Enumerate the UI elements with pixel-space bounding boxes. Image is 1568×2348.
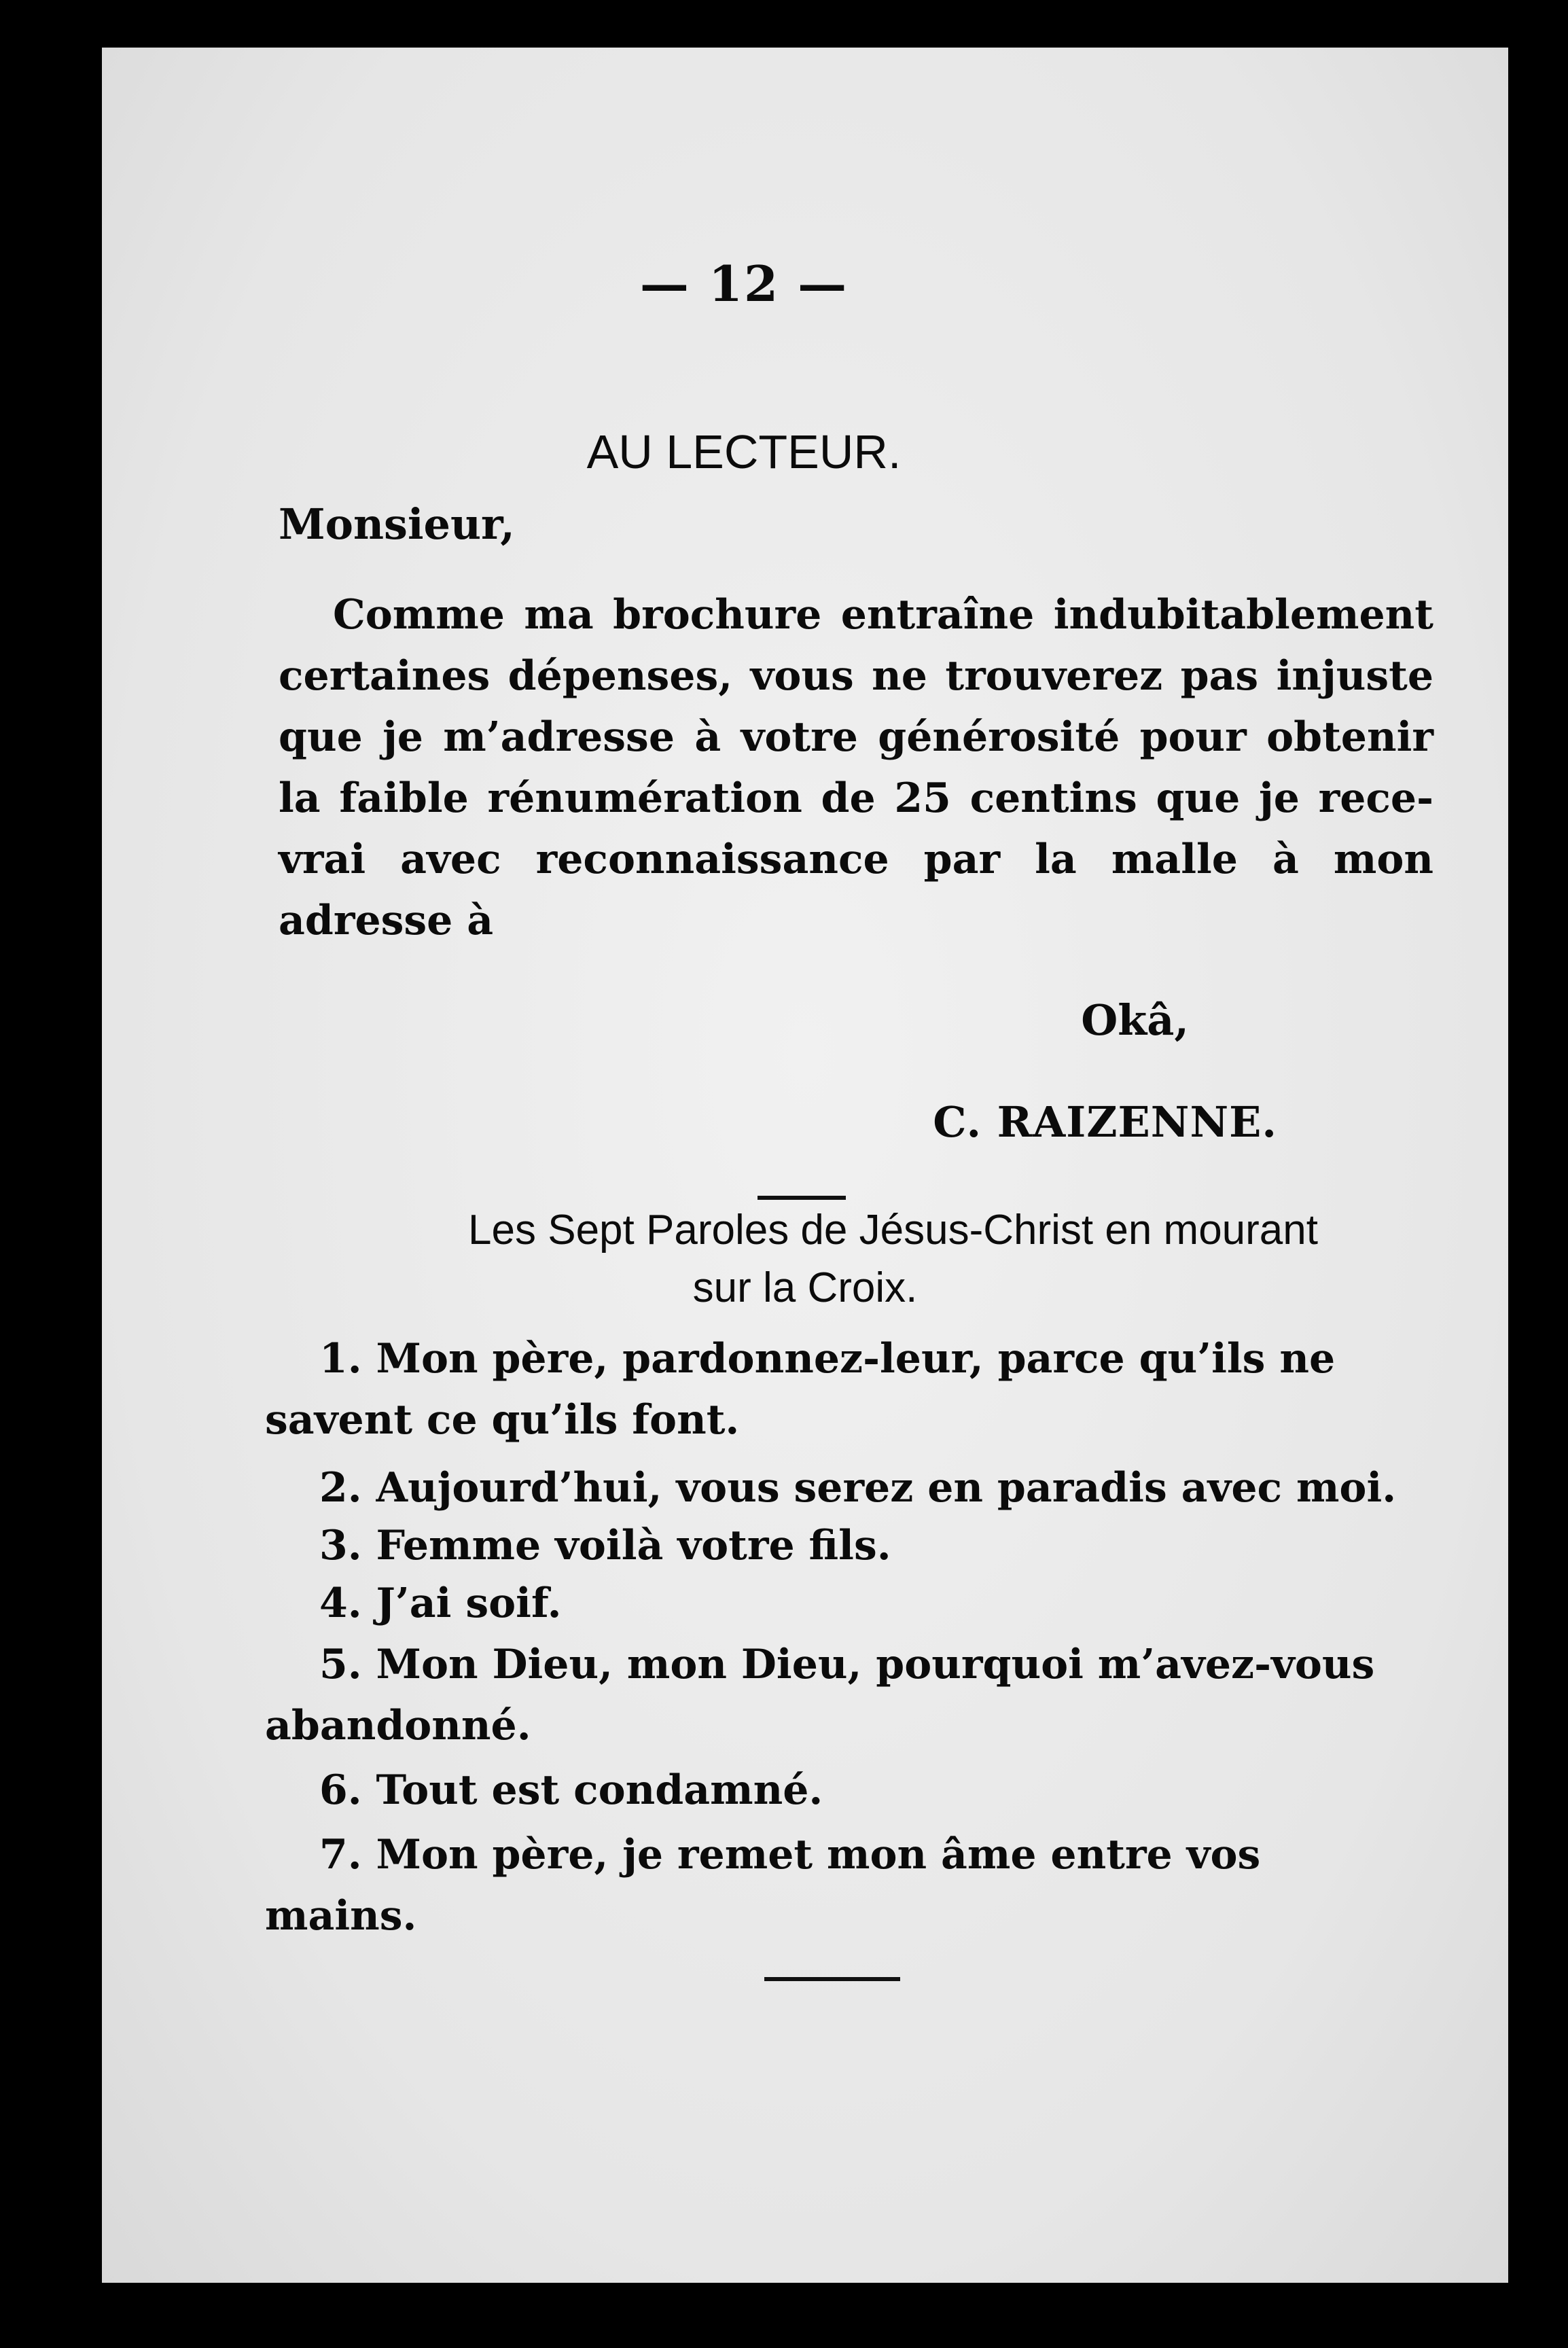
letter-line: Comme ma brochure entraîne indubitablement <box>333 591 1433 639</box>
page-number: — 12 — <box>639 255 849 313</box>
divider-rule <box>758 1196 846 1200</box>
salutation: Monsieur, <box>279 499 515 549</box>
place: Okâ, <box>1081 995 1189 1045</box>
saying-7-continued: mains. <box>265 1892 417 1940</box>
section-title-line2: sur la Croix. <box>692 1264 918 1311</box>
saying-6: 6. Tout est condamné. <box>319 1766 823 1814</box>
paper-background <box>102 48 1508 2283</box>
letter-line: vrai avec reconnaissance par la malle à mon <box>279 836 1433 883</box>
saying-4: 4. J’ai soif. <box>319 1580 562 1627</box>
letter-line: que je m’adresse à votre générosité pour obtenir <box>279 713 1433 761</box>
letter-line: adresse à <box>279 897 494 944</box>
scanned-page <box>102 48 1508 2283</box>
saying-5-continued: abandonné. <box>265 1702 531 1749</box>
signature: C. RAIZENNE. <box>933 1097 1277 1147</box>
closing-rule <box>764 1977 900 1981</box>
section-title-line1: Les Sept Paroles de Jésus-Christ en mourant <box>468 1207 1318 1253</box>
saying-2: 2. Aujourd’hui, vous serez en paradis avec moi. <box>319 1464 1397 1512</box>
letter-line: certaines dépenses, vous ne trouverez pas injuste <box>279 652 1433 700</box>
letter-line: la faible rénumération de 25 centins que je rece- <box>279 775 1433 822</box>
saying-5: 5. Mon Dieu, mon Dieu, pourquoi m’avez-vous <box>319 1641 1375 1688</box>
saying-3: 3. Femme voilà votre fils. <box>319 1522 891 1569</box>
saying-1-continued: savent ce qu’ils font. <box>265 1396 740 1444</box>
saying-7: 7. Mon père, je remet mon âme entre vos <box>319 1831 1261 1879</box>
saying-1: 1. Mon père, pardonnez-leur, parce qu’ils ne <box>319 1335 1336 1383</box>
heading: AU LECTEUR. <box>586 425 902 478</box>
